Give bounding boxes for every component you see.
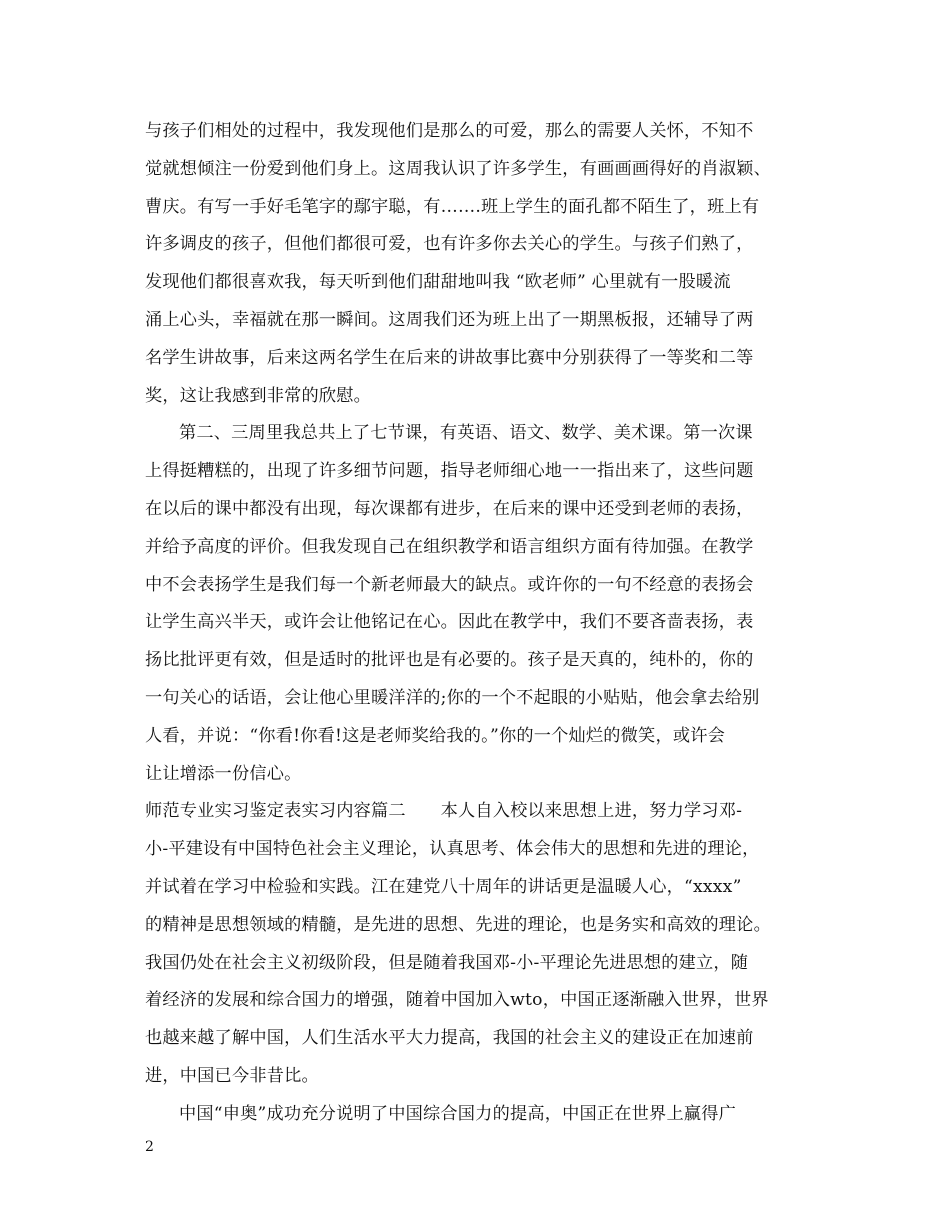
text-line: 第二、三周里我总共上了七节课，有英语、语文、数学、美术课。第一次课 <box>179 423 753 444</box>
text-line: 上得挺糟糕的，出现了许多细节问题，指导老师细心地一一指出来了，这些问题 <box>145 461 754 482</box>
text-line: 奖，这让我感到非常的欣慰。 <box>145 385 372 406</box>
text-line: 让让增添一份信心。 <box>145 763 302 784</box>
text-line: 进，中国已今非昔比。 <box>145 1065 319 1086</box>
text-line: 我国仍处在社会主义初级阶段，但是随着我国邓-小-平理论先进思想的建立，随 <box>145 952 749 973</box>
text-line: 发现他们都很喜欢我，每天听到他们甜甜地叫我 “欧老师” 心里就有一股暖流 <box>145 272 731 293</box>
page-number: 2 <box>145 1139 154 1155</box>
text-line: 也越来越了解中国，人们生活水平大力提高，我国的社会主义的建设正在加速前 <box>145 1028 754 1049</box>
text-line: 人看，并说：“你看!你看!这是老师奖给我的。”你的一个灿烂的微笑，或许会 <box>145 725 725 746</box>
text-line: 一句关心的话语，会让他心里暖洋洋的;你的一个不起眼的小贴贴，他会拿去给别 <box>145 687 760 708</box>
text-line: 的精神是思想领域的精髓，是先进的思想、先进的理论，也是务实和高效的理论。 <box>145 914 771 935</box>
body-text <box>145 113 815 1134</box>
text-line: 在以后的课中都没有出现，每次课都有进步，在后来的课中还受到老师的表扬， <box>145 498 754 519</box>
text-line: 并试着在学习中检验和实践。江在建党八十周年的讲话更是温暖人心，“xxxx” <box>145 876 742 897</box>
text-line: 曹庆。有写一手好毛笔字的鄢宇聪，有…….班上学生的面孔都不陌生了，班上有 <box>145 196 760 217</box>
text-line: 让学生高兴半天，或许会让他铭记在心。因此在教学中，我们不要吝啬表扬，表 <box>145 612 754 633</box>
text-line: 师范专业实习鉴定表实习内容篇二 本人自入校以来思想上进，努力学习邓- <box>145 801 743 822</box>
text-line: 与孩子们相处的过程中，我发现他们是那么的可爱，那么的需要人关怀，不知不 <box>145 121 754 141</box>
text-line: 许多调皮的孩子，但他们都很可爱，也有许多你去关心的学生。与孩子们熟了， <box>145 234 754 255</box>
text-line: 着经济的发展和综合国力的增强，随着中国加入wto，中国正逐渐融入世界，世界 <box>145 990 769 1011</box>
text-line: 并给予高度的评价。但我发现自己在组织教学和语言组织方面有待加强。在教学 <box>145 536 754 557</box>
text-line: 扬比批评更有效，但是适时的批评也是有必要的。孩子是天真的，纯朴的，你的 <box>145 650 754 671</box>
text-line: 小-平建设有中国特色社会主义理论，认真思考、体会伟大的思想和先进的理论， <box>145 839 760 860</box>
text-line: 觉就想倾注一份爱到他们身上。这周我认识了许多学生，有画画画得好的肖淑颖、 <box>145 158 771 179</box>
text-line: 名学生讲故事，后来这两名学生在后来的讲故事比赛中分别获得了一等奖和二等 <box>145 347 754 368</box>
text-line: 中国“申奥”成功充分说明了中国综合国力的提高，中国正在世界上赢得广 <box>179 1103 736 1124</box>
text-line: 涌上心头，幸福就在那一瞬间。这周我们还为班上出了一期黑板报，还辅导了两 <box>145 309 754 330</box>
text-line: 中不会表扬学生是我们每一个新老师最大的缺点。或许你的一句不经意的表扬会 <box>145 574 754 595</box>
